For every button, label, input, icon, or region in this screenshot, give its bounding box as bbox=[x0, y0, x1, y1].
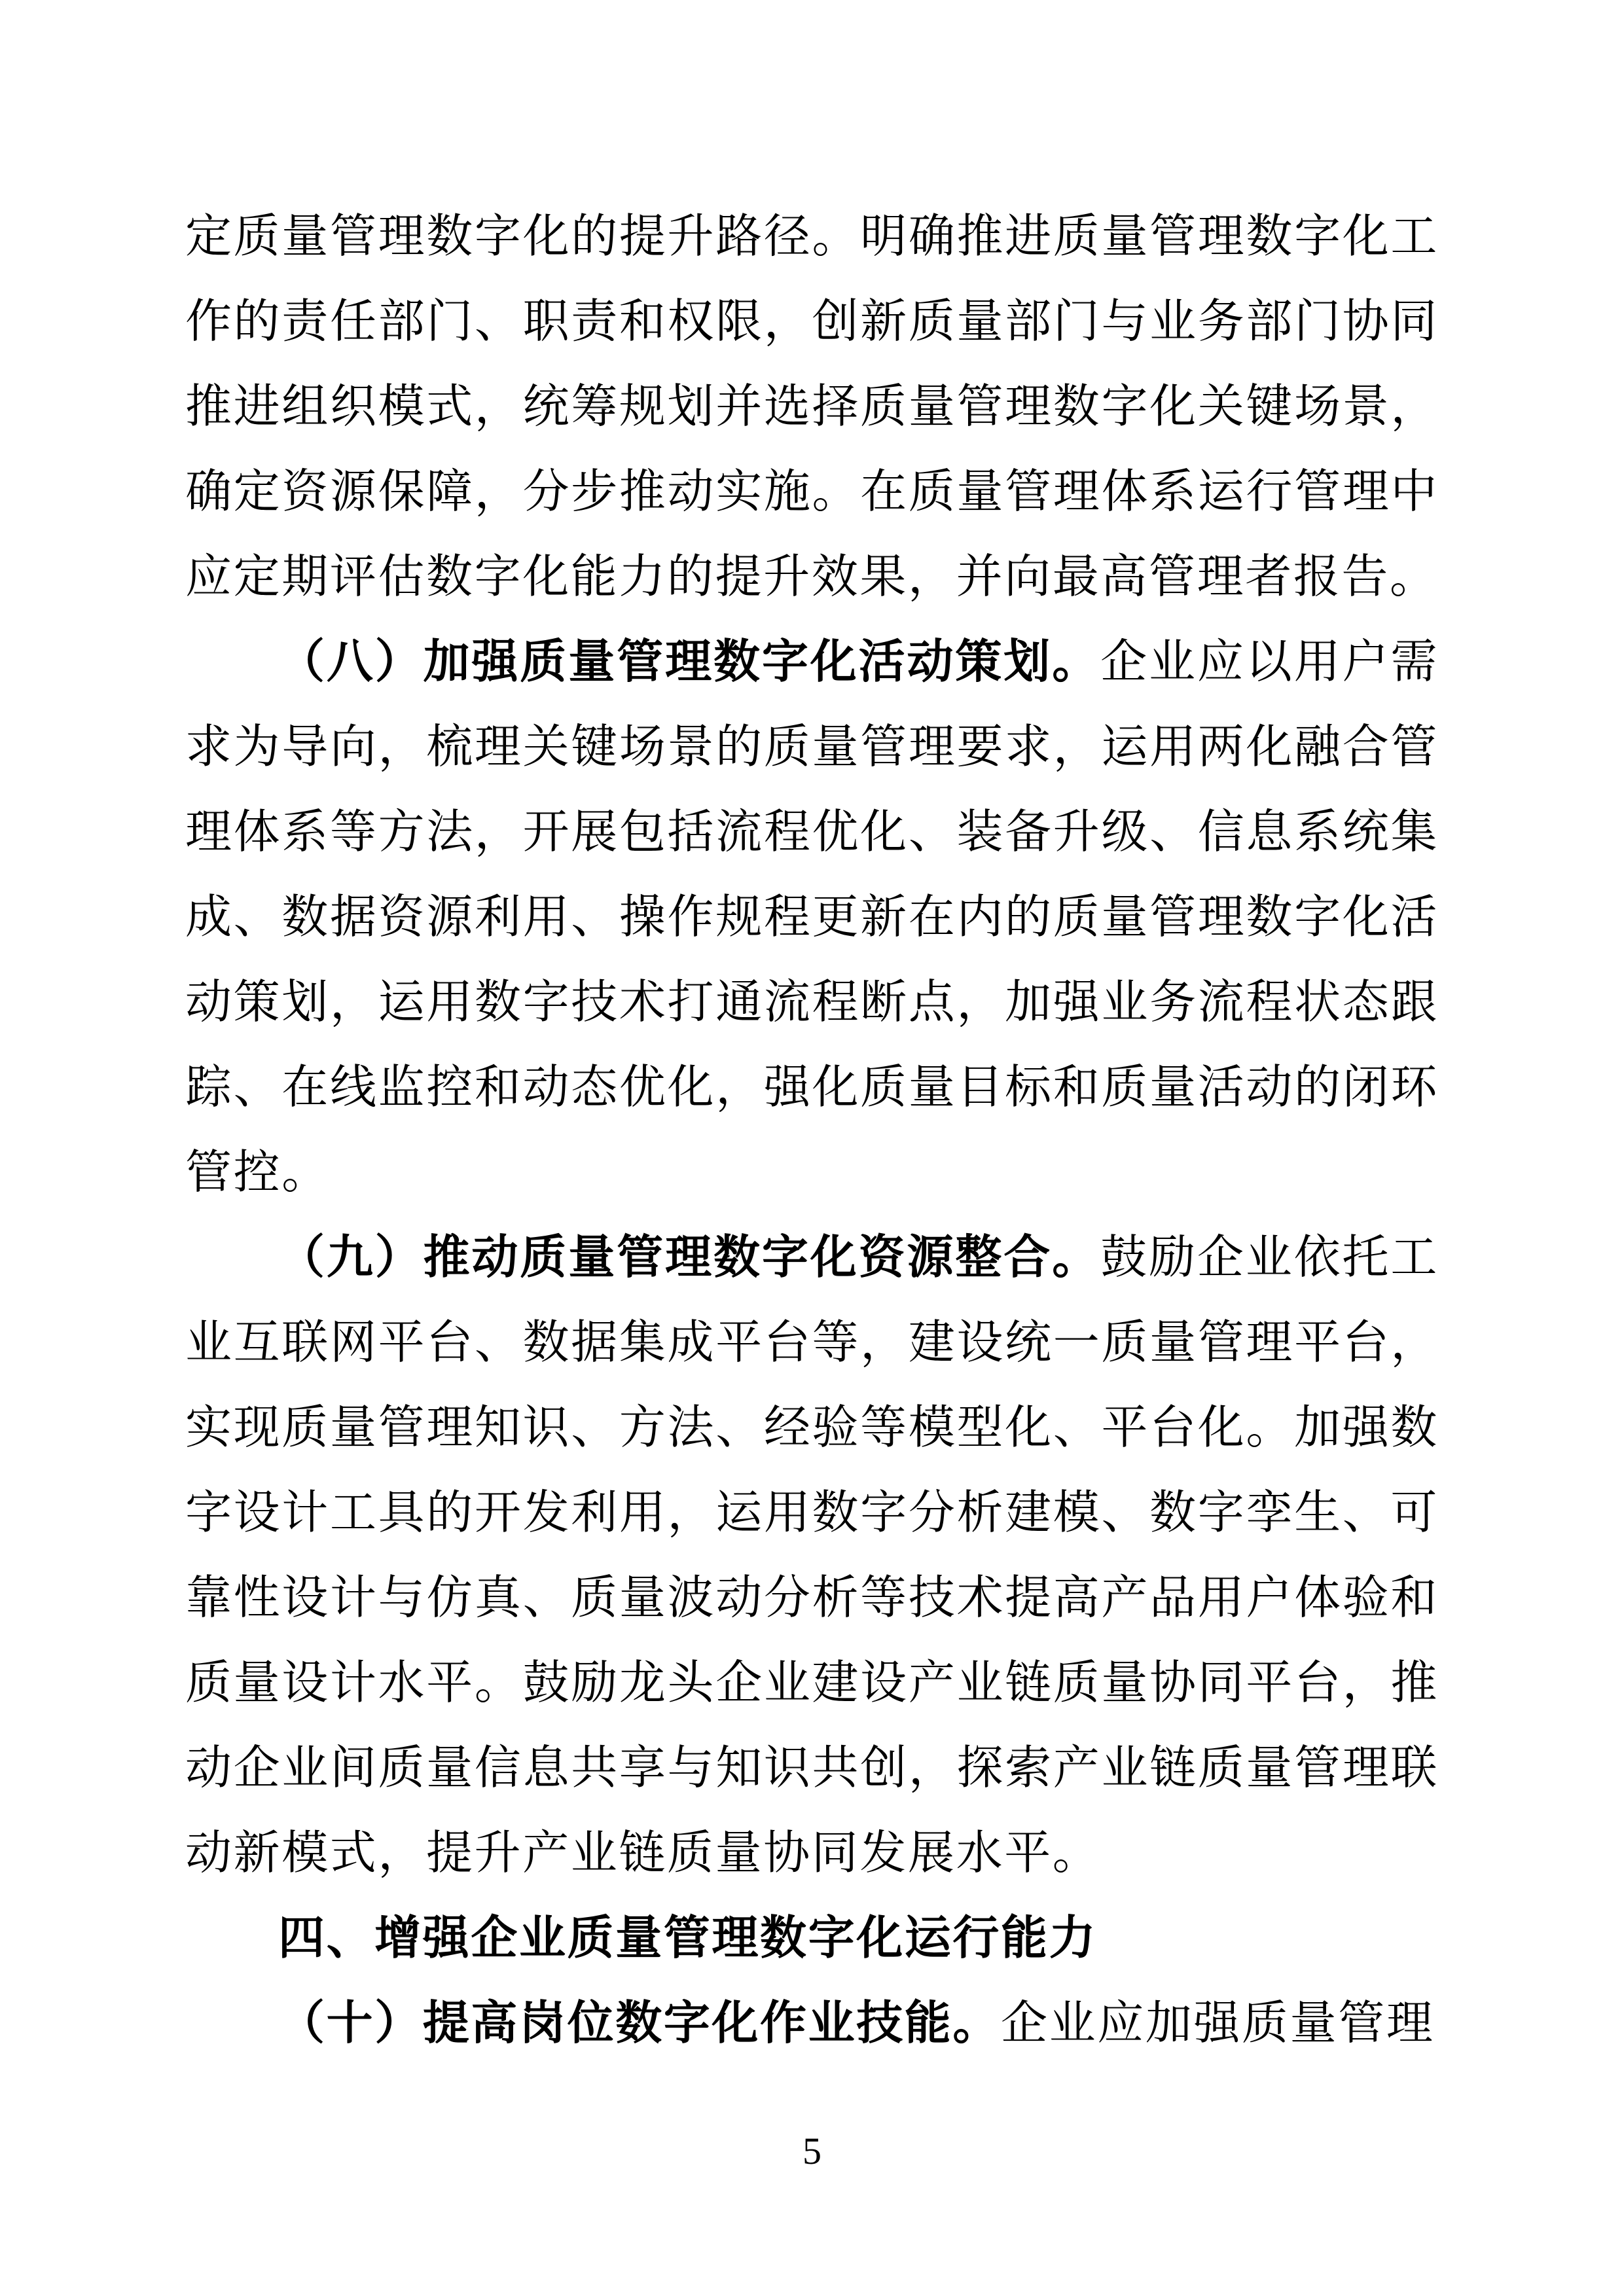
page-footer bbox=[0, 2128, 1624, 2174]
page-number: 5 bbox=[803, 2130, 821, 2172]
paragraph-lead: （八）加强质量管理数字化活动策划。 bbox=[278, 637, 1101, 688]
section-heading: 四、增强企业质量管理数字化运行能力 bbox=[278, 1912, 1098, 1964]
paragraph-lead: （十）提高岗位数字化作业技能。 bbox=[278, 1998, 1001, 2049]
paragraph: （八）加强质量管理数字化活动策划。企业应以用户需求为导向，梳理关键场景的质量管理要求，运用两化融合管理体系等方法，开展包括流程优化、装备升级、信息系统集成、数据资源利用、操作规程更新在内的质量管理数字化活动策划，运用数字技术打通流程断点，加强业务流程状态跟踪、在线监控和动态优化，强化质量目标和质量活动的闭环管控。 bbox=[185, 637, 1439, 1198]
paragraph-lead: （九）推动质量管理数字化资源整合。 bbox=[278, 1232, 1101, 1283]
paragraph: （十）提高岗位数字化作业技能。企业应加强质量管理 bbox=[278, 1998, 1435, 2049]
paragraph: 定质量管理数字化的提升路径。明确推进质量管理数字化工作的责任部门、职责和权限，创新质量部门与业务部门协同推进组织模式，统筹规划并选择质量管理数字化关键场景，确定资源保障，分步推动实施。在质量管理体系运行管理中应定期评估数字化能力的提升效果，并向最高管理者报告。 bbox=[185, 211, 1439, 603]
paragraph: （九）推动质量管理数字化资源整合。鼓励企业依托工业互联网平台、数据集成平台等，建设统一质量管理平台，实现质量管理知识、方法、经验等模型化、平台化。加强数字设计工具的开发利用，运用数字分析建模、数字孪生、可靠性设计与仿真、质量波动分析等技术提高产品用户体验和质量设计水平。鼓励龙头企业建设产业链质量协同平台，推动企业间质量信息共享与知识共创，探索产业链质量管理联动新模式，提升产业链质量协同发展水平。 bbox=[185, 1232, 1439, 1879]
document-body bbox=[185, 194, 1439, 2066]
